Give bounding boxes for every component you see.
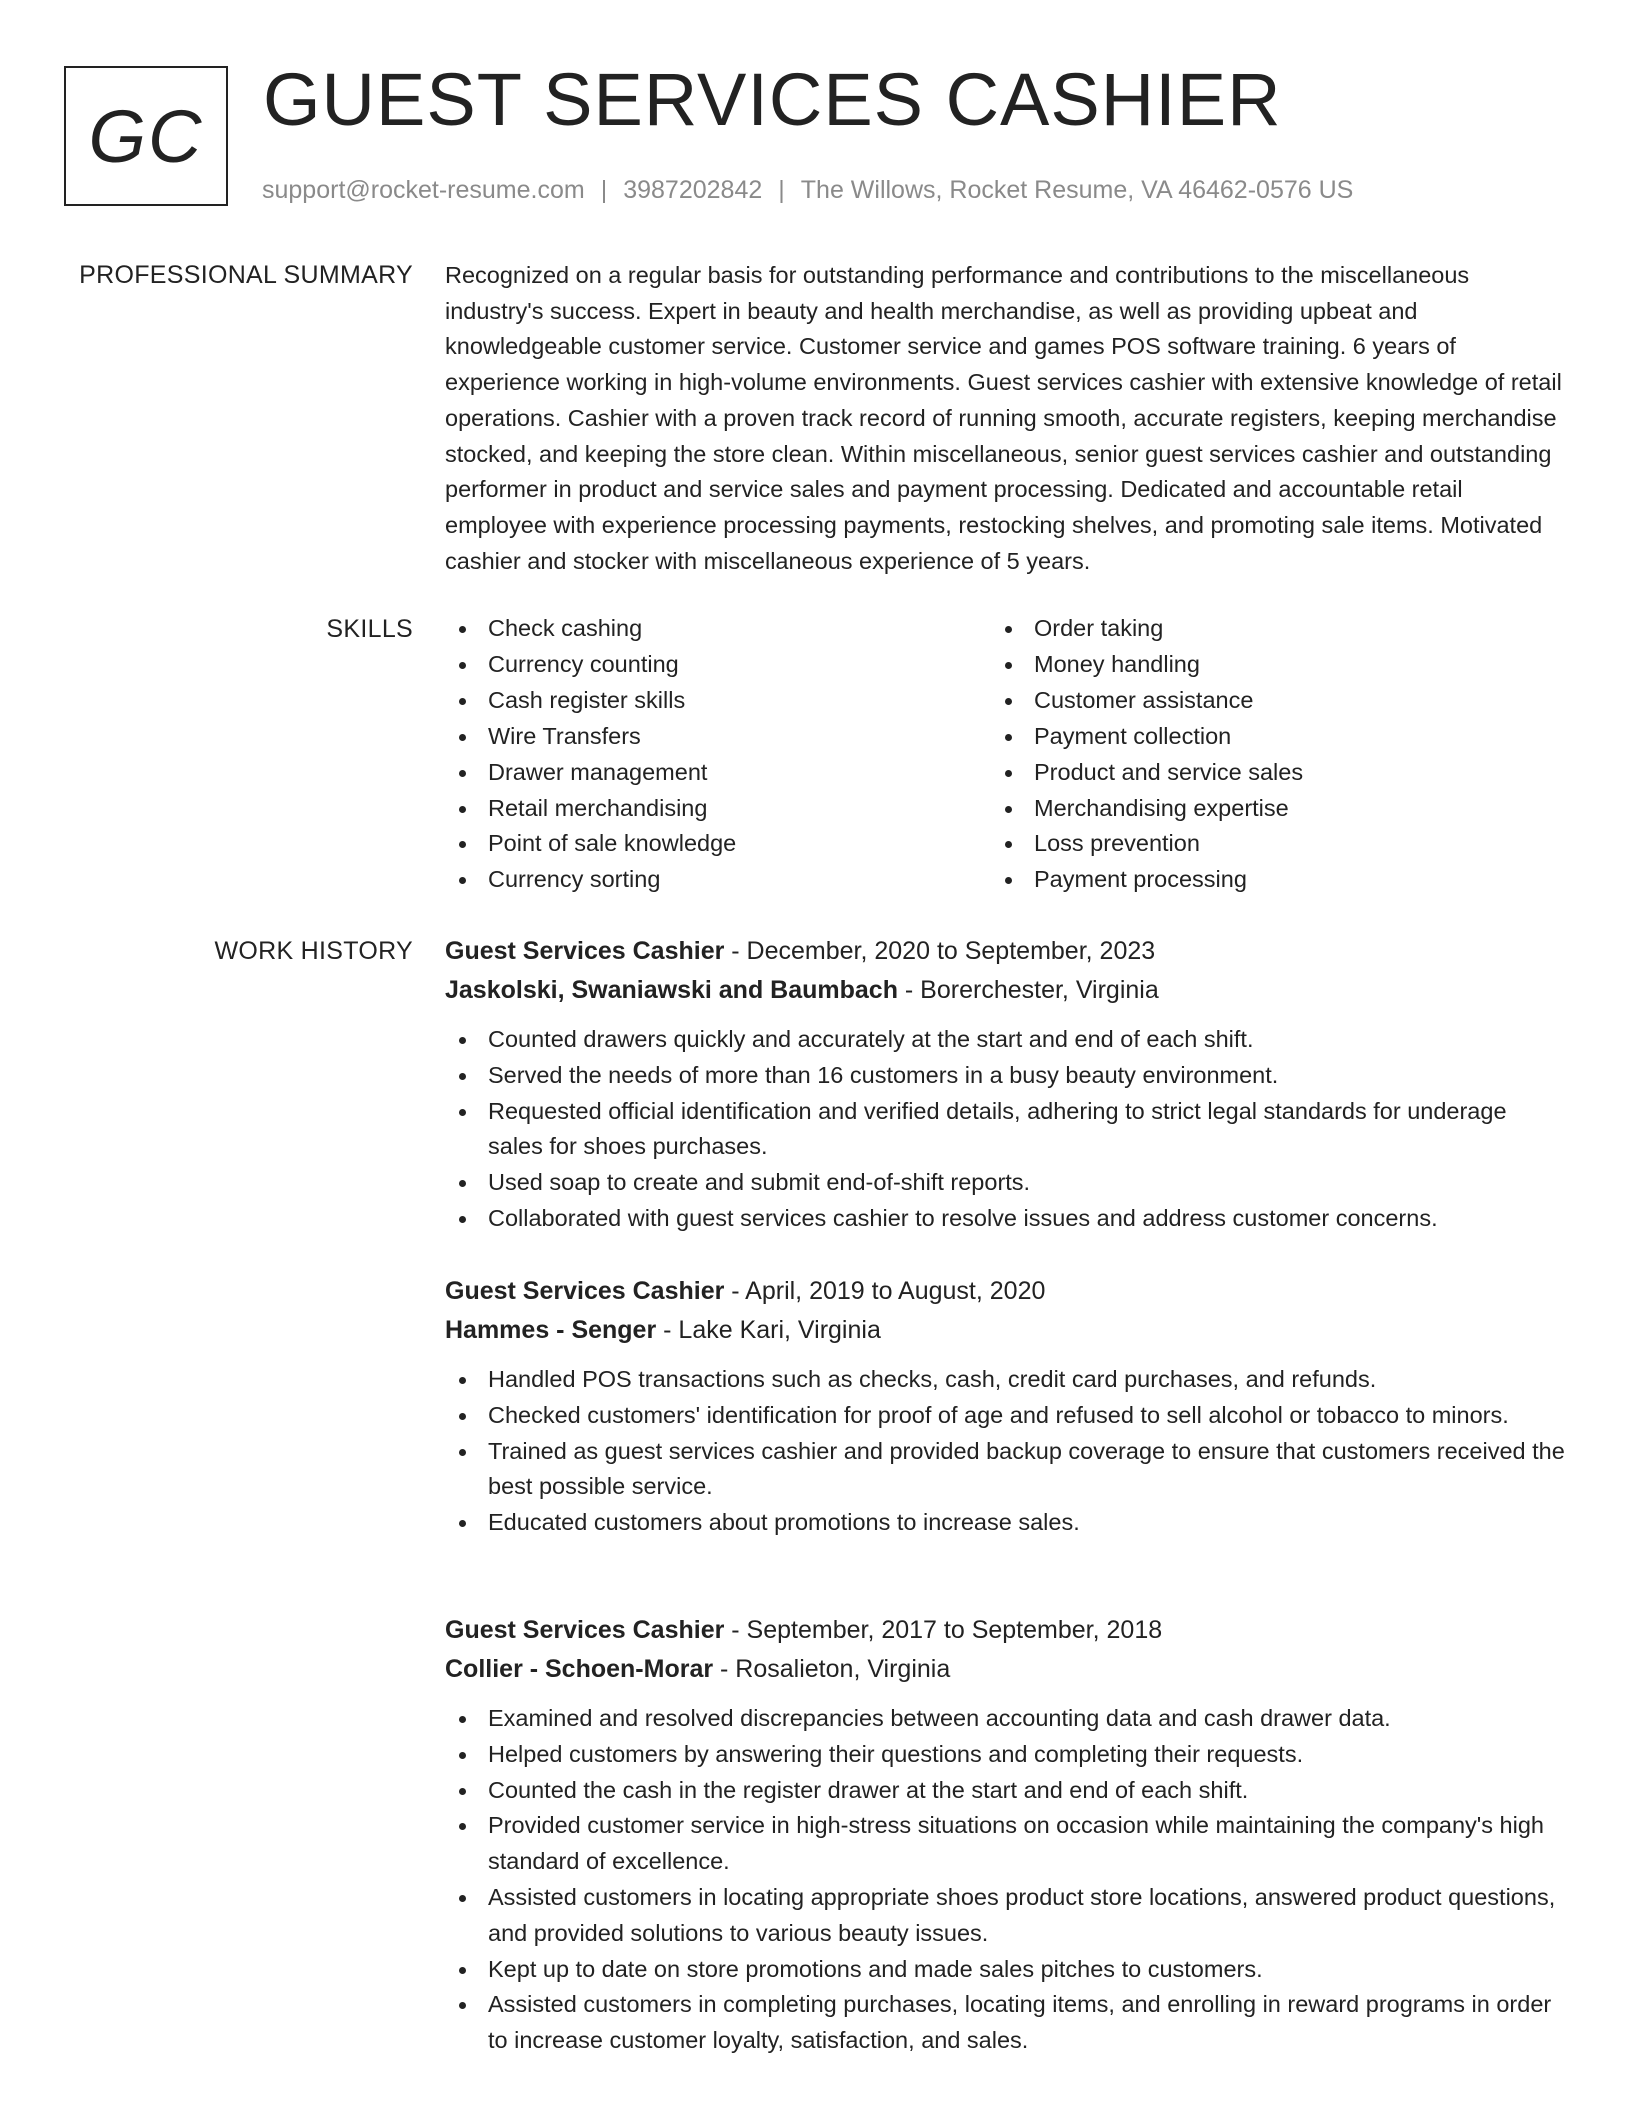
duty-item: Counted the cash in the register drawer at the start and end of each shift. bbox=[445, 1773, 1565, 1809]
job-dates: - September, 2017 to September, 2018 bbox=[724, 1616, 1163, 1644]
skill-item: Customer assistance bbox=[991, 683, 1551, 719]
skill-item: Currency counting bbox=[445, 647, 991, 683]
job-title-line bbox=[445, 1272, 1565, 1311]
duty-item: Examined and resolved discrepancies between accounting data and cash drawer data. bbox=[445, 1701, 1565, 1737]
job-title: Guest Services Cashier bbox=[445, 937, 725, 965]
job-duties bbox=[445, 1362, 1565, 1541]
skill-item: Check cashing bbox=[445, 611, 991, 647]
skill-item: Point of sale knowledge bbox=[445, 826, 991, 862]
summary-heading: PROFESSIONAL SUMMARY bbox=[79, 261, 413, 289]
job-duties bbox=[445, 1701, 1565, 2059]
monogram-box bbox=[64, 66, 228, 206]
skills-heading: SKILLS bbox=[326, 615, 413, 643]
monogram-initials: GC bbox=[88, 94, 204, 178]
skills-section bbox=[445, 611, 1565, 898]
duty-item: Counted drawers quickly and accurately at the start and end of each shift. bbox=[445, 1022, 1565, 1058]
resume-title: GUEST SERVICES CASHIER bbox=[263, 58, 1282, 141]
duty-item: Helped customers by answering their questions and completing their requests. bbox=[445, 1737, 1565, 1773]
job-location: - Lake Kari, Virginia bbox=[656, 1316, 881, 1344]
contact-address: The Willows, Rocket Resume, VA 46462-0576 US bbox=[800, 176, 1354, 204]
skills-column-left bbox=[445, 611, 991, 898]
job-dates: - December, 2020 to September, 2023 bbox=[724, 937, 1156, 965]
job-title: Guest Services Cashier bbox=[445, 1277, 725, 1305]
summary-section bbox=[445, 258, 1565, 579]
duty-item: Kept up to date on store promotions and made sales pitches to customers. bbox=[445, 1952, 1565, 1988]
job-title-line bbox=[445, 1611, 1565, 1650]
contact-email: support@rocket-resume.com bbox=[262, 176, 585, 204]
job-location: - Borerchester, Virginia bbox=[897, 976, 1159, 1004]
duty-item: Collaborated with guest services cashier to resolve issues and address customer concerns. bbox=[445, 1201, 1565, 1237]
skills-grid bbox=[445, 611, 1565, 898]
skill-item: Cash register skills bbox=[445, 683, 991, 719]
contact-phone: 3987202842 bbox=[623, 176, 763, 204]
skill-item: Wire Transfers bbox=[445, 719, 991, 755]
job-company-line bbox=[445, 1650, 1565, 1689]
contact-line bbox=[262, 174, 1353, 206]
duty-item: Handled POS transactions such as checks, cash, credit card purchases, and refunds. bbox=[445, 1362, 1565, 1398]
duty-item: Educated customers about promotions to increase sales. bbox=[445, 1505, 1565, 1541]
job-company: Jaskolski, Swaniawski and Baumbach bbox=[445, 976, 898, 1004]
duty-item: Trained as guest services cashier and provided backup coverage to ensure that customers received the best possible service. bbox=[445, 1434, 1565, 1506]
duty-item: Checked customers' identification for proof of age and refused to sell alcohol or tobacco to minors. bbox=[445, 1398, 1565, 1434]
job-location: - Rosalieton, Virginia bbox=[713, 1655, 951, 1683]
duty-item: Used soap to create and submit end-of-shift reports. bbox=[445, 1165, 1565, 1201]
job-company: Collier - Schoen-Morar bbox=[445, 1655, 714, 1683]
job-duties bbox=[445, 1022, 1565, 1237]
skill-item: Merchandising expertise bbox=[991, 791, 1551, 827]
job-company-line bbox=[445, 1311, 1565, 1350]
duty-item: Provided customer service in high-stress situations on occasion while maintaining the company's high standard of excellence. bbox=[445, 1808, 1565, 1880]
duty-item: Assisted customers in completing purchases, locating items, and enrolling in reward programs in order to increase customer loyalty, satisfaction, and sales. bbox=[445, 1987, 1565, 2059]
skill-item: Currency sorting bbox=[445, 862, 991, 898]
job-title-line bbox=[445, 932, 1565, 971]
contact-separator: | bbox=[778, 176, 785, 204]
job-dates: - April, 2019 to August, 2020 bbox=[724, 1277, 1046, 1305]
summary-text: Recognized on a regular basis for outstanding performance and contributions to the miscellaneous industry's success. Expert in beauty and health merchandise, as well as providing upbeat and knowledgeable customer service. Customer service and games POS software training. 6 years of experience working in high-volume environments. Guest services cashier with extensive knowledge of retail operations. Cashier with a proven track record of running smooth, accurate registers, keeping merchandise stocked, and keeping the store clean. Within miscellaneous, senior guest services cashier and outstanding performer in product and service sales and payment processing. Dedicated and accountable retail employee with experience processing payments, restocking shelves, and promoting sale items. Motivated cashier and stocker with miscellaneous experience of 5 years. bbox=[445, 262, 1562, 574]
skills-column-right bbox=[991, 611, 1551, 898]
skill-item: Loss prevention bbox=[991, 826, 1551, 862]
work-history-heading: WORK HISTORY bbox=[214, 937, 413, 965]
job-company: Hammes - Senger bbox=[445, 1316, 657, 1344]
skill-item: Product and service sales bbox=[991, 755, 1551, 791]
skill-item: Drawer management bbox=[445, 755, 991, 791]
skill-item: Retail merchandising bbox=[445, 791, 991, 827]
skill-item: Payment collection bbox=[991, 719, 1551, 755]
contact-separator: | bbox=[600, 176, 608, 204]
duty-item: Served the needs of more than 16 customers in a busy beauty environment. bbox=[445, 1058, 1565, 1094]
job-entry bbox=[445, 932, 1565, 1237]
skill-item: Payment processing bbox=[991, 862, 1551, 898]
job-company-line bbox=[445, 971, 1565, 1010]
job-entry bbox=[445, 1611, 1565, 2059]
skill-item: Money handling bbox=[991, 647, 1551, 683]
skill-item: Order taking bbox=[991, 611, 1551, 647]
job-entry bbox=[445, 1272, 1565, 1541]
duty-item: Assisted customers in locating appropriate shoes product store locations, answered product questions, and provided solutions to various beauty issues. bbox=[445, 1880, 1565, 1952]
duty-item: Requested official identification and verified details, adhering to strict legal standards for underage sales for shoes purchases. bbox=[445, 1094, 1565, 1166]
job-title: Guest Services Cashier bbox=[445, 1616, 725, 1644]
